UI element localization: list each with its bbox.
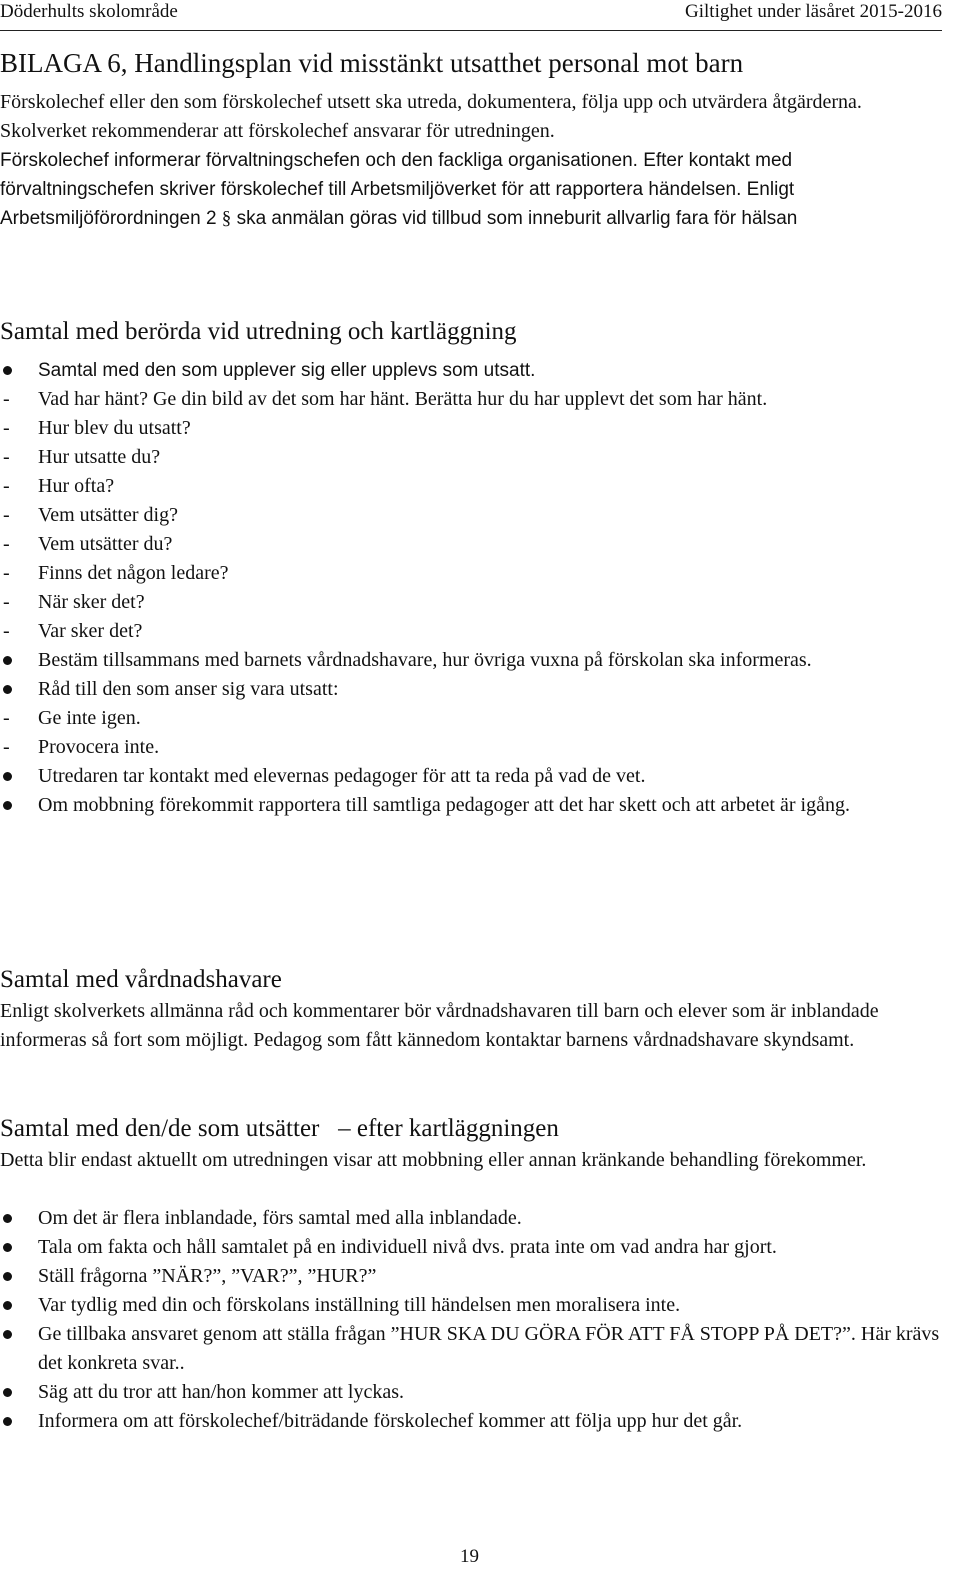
section-heading-utsatter: Samtal med den/de som utsätter – efter kartläggningen <box>0 1115 559 1142</box>
dash-item: - Hur ofta? <box>0 472 945 501</box>
intro-text-sans-part2: ska anmälan göras vid tillbud som inneburit allvarlig fara för hälsan <box>236 208 798 229</box>
dash-item: - Hur utsatte du? <box>0 443 945 472</box>
dash-item: - Provocera inte. <box>0 733 945 762</box>
page-number: 19 <box>460 1546 479 1567</box>
bullet-item: Råd till den som anser sig vara utsatt: <box>0 675 945 704</box>
bullet-item: Säg att du tror att han/hon kommer att lyckas. <box>0 1378 945 1407</box>
bullet-item: Om det är flera inblandade, förs samtal med alla inblandade. <box>0 1204 945 1233</box>
bullet-item: Bestäm tillsammans med barnets vårdnadshavare, hur övriga vuxna på förskolan ska informeras. <box>0 646 945 675</box>
utsatter-paragraph: Detta blir endast aktuellt om utredningen visar att mobbning eller annan kränkande behandling förekommer. <box>0 1149 867 1171</box>
intro-text-serif: Förskolechef eller den som förskolechef utsett ska utreda, dokumentera, följa upp och utvärdera åtgärderna. Skolverket rekommenderar att förskolechef ansvarar för utredningen. <box>0 91 862 142</box>
bullet-item: Tala om fakta och håll samtalet på en individuell nivå dvs. prata inte om vad andra har gjort. <box>0 1233 945 1262</box>
bullet-item: Informera om att förskolechef/biträdande förskolechef kommer att följa upp hur det går. <box>0 1407 945 1436</box>
dash-item: - Vem utsätter du? <box>0 530 945 559</box>
dash-item: - Ge inte igen. <box>0 704 945 733</box>
header-school-area: Döderhults skolområde <box>0 1 178 22</box>
section-heading-utredning: Samtal med berörda vid utredning och kartläggning <box>0 318 517 345</box>
page-header <box>0 0 942 31</box>
bullet-item: Ställ frågorna ”NÄR?”, ”VAR?”, ”HUR?” <box>0 1262 945 1291</box>
intro-text-sans <box>0 146 945 233</box>
bullet-item: Samtal med den som upplever sig eller upplevs som utsatt. <box>0 356 945 385</box>
header-validity: Giltighet under läsåret 2015-2016 <box>685 1 942 22</box>
bullet-item: Ge tillbaka ansvaret genom att ställa frågan ”HUR SKA DU GÖRA FÖR ATT FÅ STOPP PÅ DET?”. Här krävs det konkreta svar.. <box>0 1320 945 1378</box>
bullet-item: Utredaren tar kontakt med elevernas pedagoger för att ta reda på vad de vet. <box>0 762 945 791</box>
bullet-item: Var tydlig med din och förskolans inställning till händelsen men moralisera inte. <box>0 1291 945 1320</box>
intro-paragraph <box>0 88 945 233</box>
section-sign-symbol: § <box>221 208 232 229</box>
dash-item: - Hur blev du utsatt? <box>0 414 945 443</box>
intro-text-sans-part1: Förskolechef informerar förvaltningschefen och den fackliga organisationen. Efter kontakt med förvaltningschefen skriver förskolechef till Arbetsmiljöverket för att rapportera händelsen. Enligt Arbetsmiljöförordningen 2 <box>0 150 795 229</box>
bullet-item: Om mobbning förekommit rapportera till samtliga pedagoger att det har skett och att arbetet är igång. <box>0 791 945 820</box>
dash-item: - Vem utsätter dig? <box>0 501 945 530</box>
vardnadshavare-paragraph: Enligt skolverkets allmänna råd och kommentarer bör vårdnadshavaren till barn och elever som är inblandade informeras så fort som möjligt. Pedagog som fått kännedom kontaktar barnens vårdnadshavare skyndsamt. <box>0 1000 879 1051</box>
utredning-list <box>0 356 945 820</box>
dash-item: - Finns det någon ledare? <box>0 559 945 588</box>
utsatter-list <box>0 1204 945 1436</box>
document-title: BILAGA 6, Handlingsplan vid misstänkt utsatthet personal mot barn <box>0 48 744 78</box>
dash-item: - Vad har hänt? Ge din bild av det som har hänt. Berätta hur du har upplevt det som har hänt. <box>0 385 945 414</box>
section-heading-vardnadshavare: Samtal med vårdnadshavare <box>0 966 282 993</box>
dash-item: - När sker det? <box>0 588 945 617</box>
dash-item: - Var sker det? <box>0 617 945 646</box>
